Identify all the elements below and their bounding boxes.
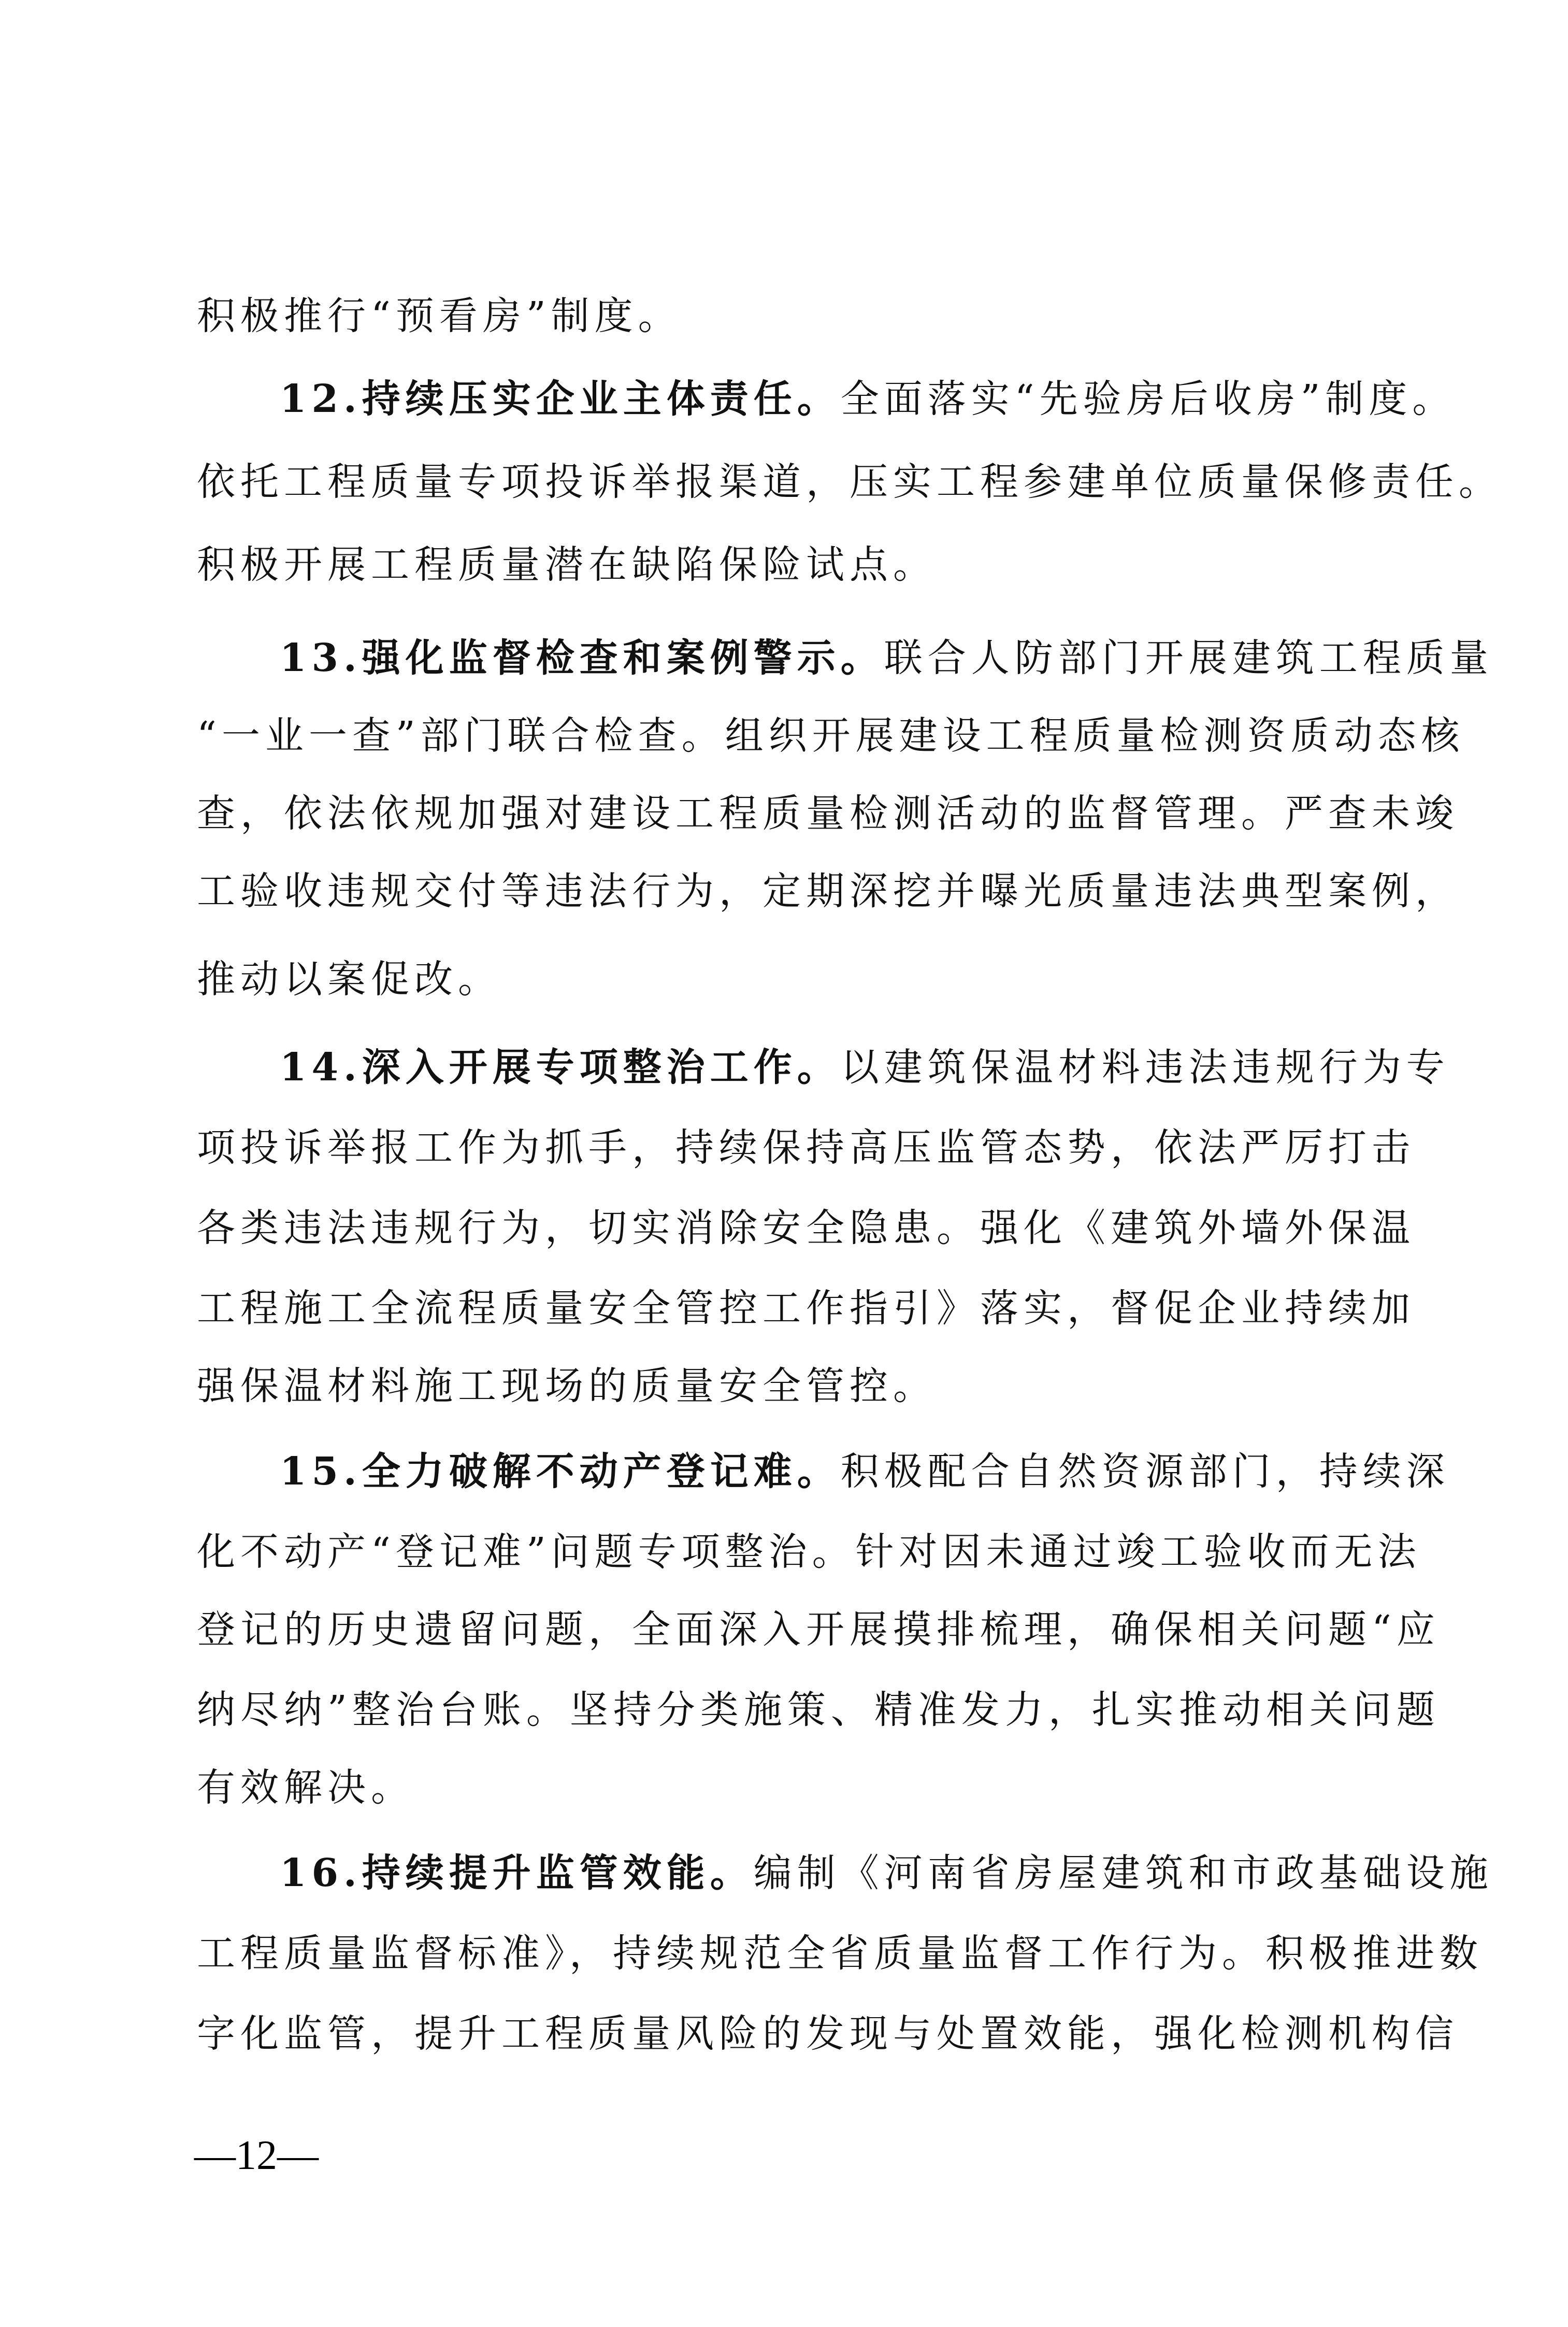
item-14-line: 项投诉举报工作为抓手，持续保持高压监管态势，依法严厉打击 [197, 1125, 1415, 1170]
page-number: —12— [194, 2133, 319, 2178]
item-14-line: 强保温材料施工现场的质量安全管控。 [197, 1364, 937, 1408]
item-15-first-line [280, 1446, 1450, 1497]
item-15-heading: 全力破解不动产登记难。 [362, 1449, 841, 1494]
item-12-number: 12. [280, 377, 362, 421]
item-15-line: 纳尽纳”整治台账。坚持分类施策、精准发力，扎实推动相关问题 [197, 1688, 1440, 1732]
item-13-first-line [280, 632, 1493, 684]
item-14-text: 以建筑保温材料违法违规行为专 [840, 1045, 1450, 1090]
item-13-line: “一业一查”部门联合检查。组织开展建设工程质量检测资质动态核 [197, 713, 1465, 758]
item-16-text: 编制《河南省房屋建筑和市政基础设施 [753, 1851, 1493, 1895]
item-13-line: 推动以案促改。 [197, 957, 501, 1002]
item-15-line: 化不动产“登记难”问题专项整治。针对因未通过竣工验收而无法 [197, 1530, 1421, 1574]
item-16-heading: 持续提升监管效能。 [362, 1851, 754, 1895]
item-12-line: 积极开展工程质量潜在缺陷保险试点。 [197, 543, 937, 587]
item-15-line: 登记的历史遗留问题，全面深入开展摸排梳理，确保相关问题“应 [197, 1607, 1440, 1652]
item-16-first-line [280, 1847, 1493, 1899]
item-13-number: 13. [280, 636, 362, 680]
item-12-text: 全面落实“先验房后收房”制度。 [840, 377, 1456, 421]
item-12-first-line [280, 373, 1456, 425]
item-13-heading: 强化监督检查和案例警示。 [362, 636, 884, 680]
item-15-line: 有效解决。 [197, 1765, 414, 1810]
item-14-line: 各类违法违规行为，切实消除安全隐患。强化《建筑外墙外保温 [197, 1206, 1415, 1250]
item-12-line: 依托工程质量专项投诉举报渠道，压实工程参建单位质量保修责任。 [197, 460, 1502, 504]
item-14-line: 工程施工全流程质量安全管控工作指引》落实，督促企业持续加 [197, 1286, 1415, 1331]
item-16-number: 16. [280, 1851, 362, 1895]
item-16-line: 工程质量监督标准》，持续规范全省质量监督工作行为。积极推进数 [197, 1931, 1483, 1976]
item-14-first-line [280, 1041, 1450, 1093]
item-12-heading: 持续压实企业主体责任。 [362, 377, 841, 421]
continuation-line: 积极推行“预看房”制度。 [197, 294, 682, 338]
item-16-line: 字化监管，提升工程质量风险的发现与处置效能，强化检测机构信 [197, 2011, 1459, 2056]
item-13-text: 联合人防部门开展建筑工程质量 [884, 636, 1493, 680]
item-15-number: 15. [280, 1449, 362, 1494]
item-15-text: 积极配合自然资源部门，持续深 [840, 1449, 1450, 1494]
item-13-line: 工验收违规交付等违法行为，定期深挖并曝光质量违法典型案例， [197, 869, 1459, 913]
item-14-number: 14. [280, 1045, 362, 1090]
item-14-heading: 深入开展专项整治工作。 [362, 1045, 841, 1090]
item-13-line: 查，依法依规加强对建设工程质量检测活动的监督管理。严查未竣 [197, 791, 1459, 836]
